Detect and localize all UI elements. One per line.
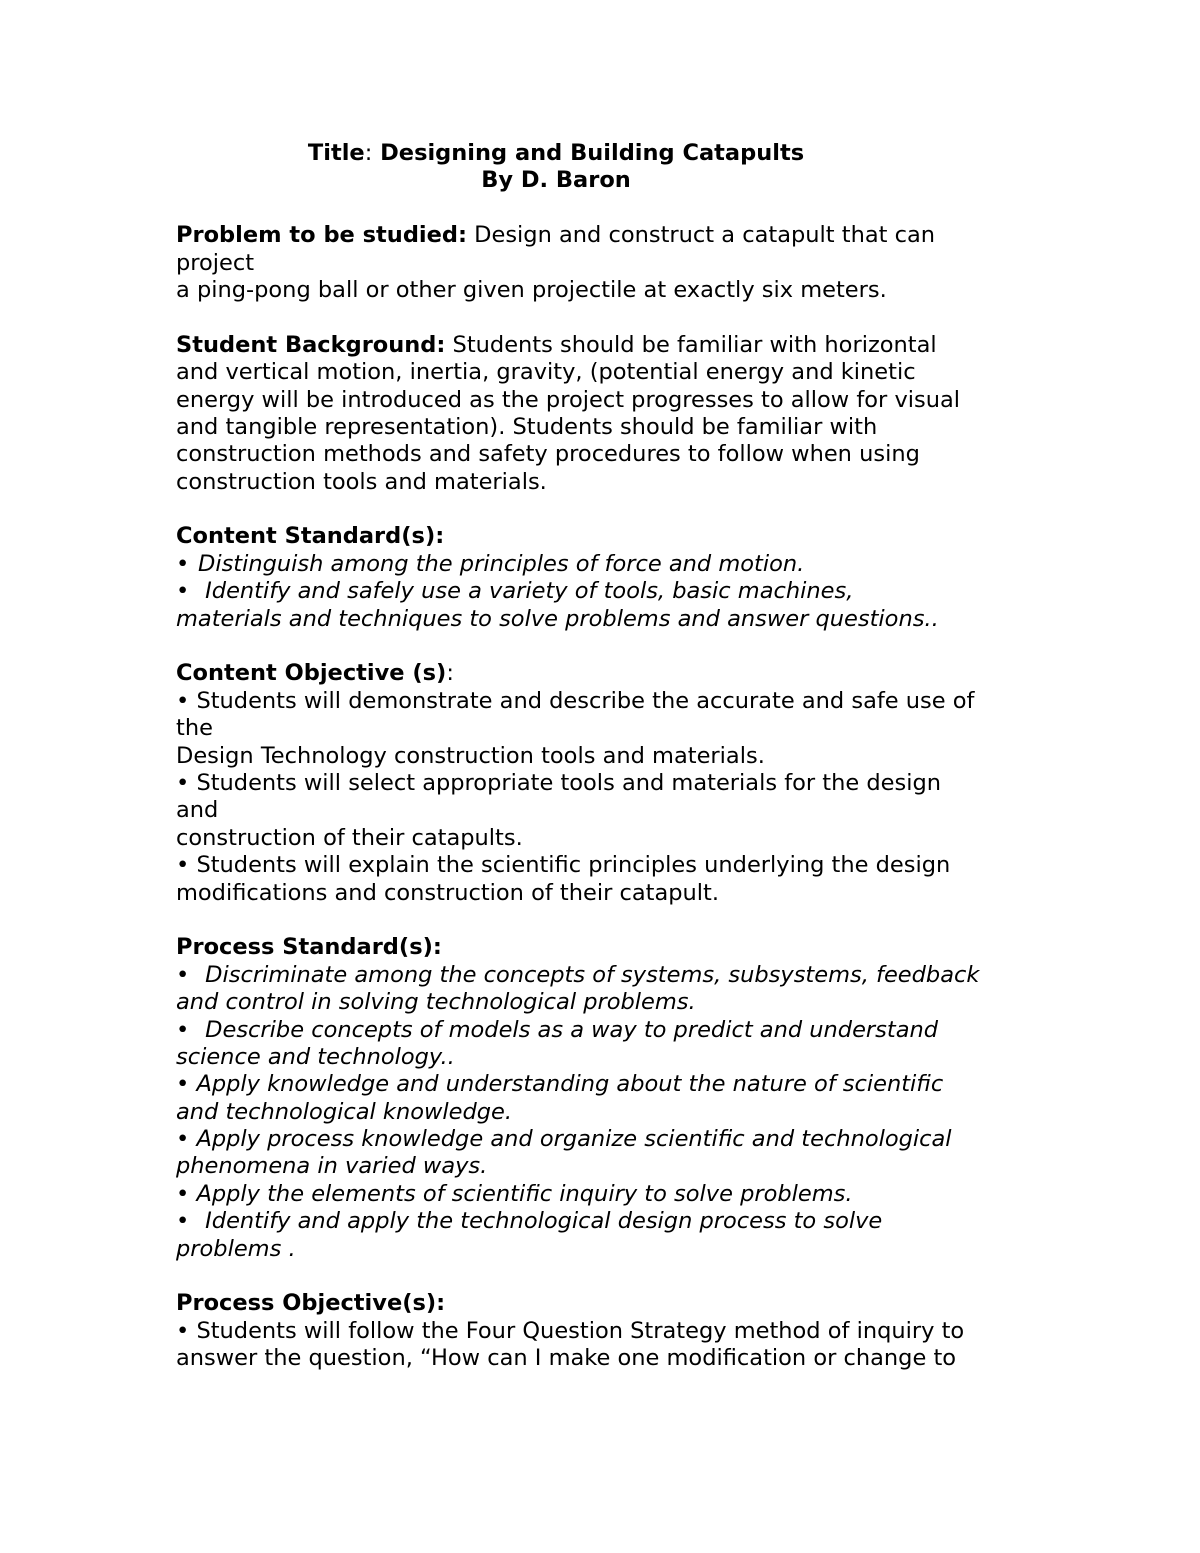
list-item: • Apply knowledge and understanding about the nature of scientific [176,1071,944,1098]
document-title: Title: Designing and Building Catapults [307,140,805,166]
bullet-icon: • [176,852,197,879]
bullet-icon: • [176,578,197,605]
problem-section: Problem to be studied: Design and construct a catapult that can [176,222,936,249]
bullet-icon: • [176,1208,197,1235]
title-label: Title [307,140,365,166]
list-item: • Apply the elements of scientific inquiry to solve problems. [176,1180,853,1207]
list-item: • Apply process knowledge and organize scientific and technological [176,1126,952,1153]
bullet-icon: • [176,1317,197,1344]
background-heading: Student Background: [176,331,446,358]
bullet-icon: • [176,550,197,577]
title-text: Designing and Building Catapults [372,140,805,166]
content-standards-heading: Content Standard(s): [176,523,445,550]
list-item: • Describe concepts of models as a way to predict and understand [176,1016,939,1043]
list-item: • Students will explain the scientific principles underlying the design [176,852,951,879]
list-item: • Students will select appropriate tools and materials for the design [176,769,942,796]
process-standards-heading: Process Standard(s): [176,934,442,961]
list-item: • Distinguish among the principles of force and motion. [176,550,805,577]
process-objectives-heading: Process Objective(s): [176,1290,446,1317]
bullet-icon: • [176,961,197,988]
document-page: Title: Designing and Building Catapults By D. Baron Problem to be studied: Design and construct a catapult that can project a ping-pong ball or other given projectile at exactly six meters. Student Background: Students should be familiar with horizontal and vertical motion, inertia, gravity, (potential energy and kinetic energy will be introduced as the project progresses to allow for visual and tangible representation). Students should be familiar with construction methods and safety procedures to follow when using construction tools and materials. Content Standard(s): • Distinguish among the principles of force and motion. • Identify and safely use a variety of tools, basic machines, materials and techniques to solve problems and answer questions.. Content Objective (s): • Students will demonstrate and describe the accurate and safe use of the Design Technology construction tools and materials. • Students will select appropriate tools and materials for the design and construction of their catapults. • Students will explain the scientific principles underlying the design modifications and construction of their catapult. Process Standard(s): • Discriminate among the concepts of systems, subsystems, feedback and control in solving technological problems. • Describe concepts of models as a way to predict and understand science and technology.. • Apply knowledge and understanding about the nature of scientific and technological knowledge. • Apply process knowledge and organize scientific and technological phenomena in varied ways. • Apply the elements of scientific inquiry to solve problems. • Identify and apply the technological design process to solve problems . Process Objective(s): • Students will follow the Four Question Strategy method of inquiry to answer the question, “How can I make one modification or change to [176,140,1036,1373]
document-byline: By D. Baron [481,167,631,194]
bullet-icon: • [176,1016,197,1043]
list-item: • Identify and safely use a variety of tools, basic machines, [176,578,854,605]
bullet-icon: • [176,687,197,714]
list-item: • Students will follow the Four Question Strategy method of inquiry to [176,1317,965,1344]
content-objectives-heading: Content Objective (s): [176,660,454,687]
problem-heading: Problem to be studied: [176,222,467,249]
bullet-icon: • [176,769,197,796]
list-item: • Identify and apply the technological design process to solve [176,1208,883,1235]
bullet-icon: • [176,1126,197,1153]
list-item: • Discriminate among the concepts of systems, subsystems, feedback [176,961,980,988]
bullet-icon: • [176,1071,197,1098]
list-item: • Students will demonstrate and describe the accurate and safe use of [176,687,975,714]
background-section: Student Background: Students should be familiar with horizontal [176,331,937,358]
bullet-icon: • [176,1180,197,1207]
